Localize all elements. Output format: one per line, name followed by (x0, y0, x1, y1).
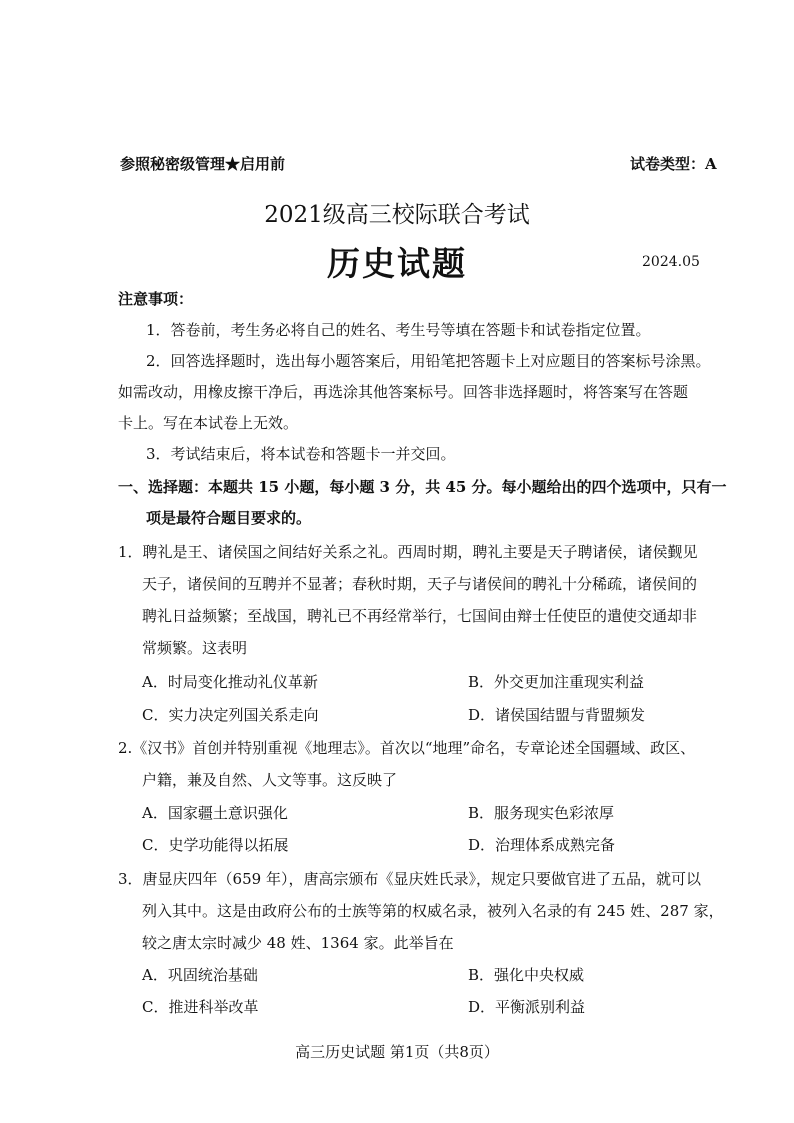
exam-date: 2024.05 (642, 254, 700, 270)
question-1-stem: 天子，诸侯间的互聘并不显著；春秋时期，天子与诸侯间的聘礼十分稀疏，诸侯间的 (142, 575, 698, 593)
question-1-stem: 常频繁。这表明 (142, 639, 248, 657)
section-heading: 项是最符合题目要求的。 (146, 509, 312, 527)
notice-line: 卡上。写在本试卷上无效。 (118, 414, 299, 432)
question-1-option-d: D．诸侯国结盟与背盟频发 (468, 706, 646, 724)
question-3-option-a: A．巩固统治基础 (142, 966, 258, 984)
question-1-option-a: A．时局变化推动礼仪革新 (142, 673, 318, 691)
exam-title: 2021级高三校际联合考试 (264, 202, 530, 228)
question-2-stem: 2.《汉书》首创并特别重视《地理志》。首次以“地理”命名，专章论述全国疆域、政区、 (118, 739, 696, 757)
question-2-option-d: D．治理体系成熟完备 (468, 836, 616, 854)
notice-line: 2．回答选择题时，选出每小题答案后，用铅笔把答题卡上对应题目的答案标号涂黑。 (146, 352, 711, 370)
notice-line: 3．考试结束后，将本试卷和答题卡一并交回。 (146, 445, 456, 463)
question-2-option-a: A．国家疆土意识强化 (142, 804, 288, 822)
question-2-stem: 户籍，兼及自然、人文等事。这反映了 (142, 771, 398, 789)
notice-line: 1．答卷前，考生务必将自己的姓名、考生号等填在答题卡和试卷指定位置。 (146, 321, 651, 339)
paper-type-label: 试卷类型：A (630, 155, 717, 173)
question-3-option-d: D．平衡派别利益 (468, 998, 586, 1016)
question-1-option-b: B．外交更加注重现实利益 (468, 673, 645, 691)
page-footer: 高三历史试题 第1页（共8页） (295, 1043, 499, 1061)
question-2-option-c: C．史学功能得以拓展 (142, 836, 289, 854)
question-3-option-b: B．强化中央权威 (468, 966, 585, 984)
notice-title: 注意事项： (118, 290, 194, 308)
notice-line: 如需改动，用橡皮擦干净后，再选涂其他答案标号。回答非选择题时，将答案写在答题 (118, 383, 689, 401)
question-3-stem: 列入其中。这是由政府公布的士族等第的权威名录，被列入名录的有 245 姓、287 家， (142, 902, 724, 920)
question-1-option-c: C．实力决定列国关系走向 (142, 706, 319, 724)
section-heading: 一、选择题：本题共 15 小题，每小题 3 分，共 45 分。每小题给出的四个选项中，只有一 (118, 478, 727, 496)
question-1-stem: 1．聘礼是王、诸侯国之间结好关系之礼。西周时期，聘礼主要是天子聘诸侯，诸侯觐见 (118, 543, 698, 561)
subject-title: 历史试题 (327, 244, 467, 283)
question-3-stem: 较之唐太宗时减少 48 姓、1364 家。此举旨在 (142, 934, 454, 952)
question-3-stem: 3．唐显庆四年（659 年），唐高宗颁布《显庆姓氏录》，规定只要做官进了五品，就可以 (118, 870, 701, 888)
question-2-option-b: B．服务现实色彩浓厚 (468, 804, 615, 822)
question-1-stem: 聘礼日益频繁；至战国，聘礼已不再经常举行，七国间由辩士任使臣的遣使交通却非 (142, 607, 698, 625)
question-3-option-c: C．推进科举改革 (142, 998, 259, 1016)
confidential-label: 参照秘密级管理★启用前 (120, 155, 286, 173)
